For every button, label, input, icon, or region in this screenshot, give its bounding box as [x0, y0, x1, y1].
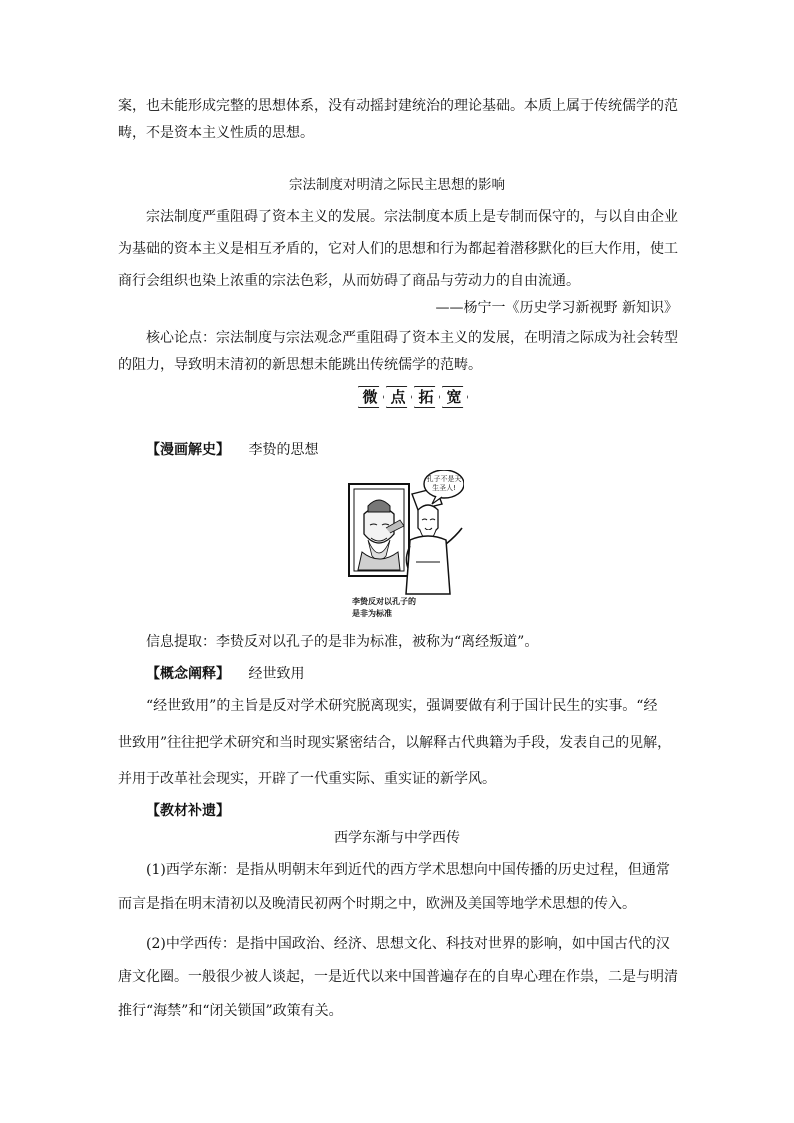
li-zhi-cartoon	[346, 470, 464, 620]
paragraph-line: 为基础的资本主义是相互矛盾的，它对人们的思想和行为都起着潜移默化的巨大作用，使工	[118, 241, 678, 257]
banner-cell: 微	[356, 385, 384, 407]
supplement-line: 而言是指在明末清初以及晚清民初两个时期之中，欧洲及美国等地学术思想的传入。	[118, 896, 636, 912]
comic-topic: 李贽的思想	[248, 442, 319, 458]
banner-cell: 点	[384, 385, 412, 407]
comic-heading-label: 【漫画解史】	[146, 442, 230, 458]
speech-text: 孔子不是天	[426, 475, 462, 483]
comic-caption: 李贽反对以孔子的	[352, 597, 416, 606]
banner-cell: 拓	[412, 385, 440, 407]
banner-cell: 宽	[440, 385, 468, 407]
supplement-line: (2)中学西传：是指中国政治、经济、思想文化、科技对世界的影响，如中国古代的汉	[146, 936, 670, 952]
supplement-line: (1)西学东渐：是指从明朝末年到近代的西方学术思想向中国传播的历史过程，但通常	[146, 862, 670, 878]
paragraph-line: 宗法制度严重阻碍了资本主义的发展。宗法制度本质上是专制而保守的，与以自由企业	[146, 209, 678, 225]
concept-heading	[146, 664, 304, 684]
source-citation: ——杨宁一《历史学习新视野 新知识》	[435, 300, 678, 316]
concept-topic: 经世致用	[248, 666, 305, 682]
concept-heading-label: 【概念阐释】	[146, 666, 230, 682]
supplement-line: 推行“海禁”和“闭关锁国”政策有关。	[118, 1003, 343, 1019]
section-title: 宗法制度对明清之际民主思想的影响	[289, 177, 505, 193]
comic-heading	[146, 440, 318, 460]
comic-info: 信息提取：李贽反对以孔子的是非为标准，被称为“离经叛道”。	[146, 634, 539, 650]
core-argument-line: 的阻力，导致明末清初的新思想未能跳出传统儒学的范畴。	[118, 357, 482, 373]
concept-line: 并用于改革社会现实，开辟了一代重实际、重实证的新学风。	[118, 771, 496, 787]
supplement-line: 唐文化圈。一般很少被人谈起，一是近代以来中国普遍存在的自卑心理在作祟，二是与明清	[118, 969, 678, 985]
concept-line: “经世致用”的主旨是反对学术研究脱离现实，强调要做有利于国计民生的实事。“经	[146, 698, 658, 714]
section-banner	[352, 384, 472, 408]
supplement-heading: 【教材补遗】	[146, 803, 230, 819]
paragraph-line: 商行会组织也染上浓重的宗法色彩，从而妨碍了商品与劳动力的自由流通。	[118, 273, 580, 289]
supplement-title: 西学东渐与中学西传	[334, 830, 460, 846]
core-argument-line: 核心论点：宗法制度与宗法观念严重阻碍了资本主义的发展，在明清之际成为社会转型	[146, 330, 678, 346]
paragraph-line: 畴，不是资本主义性质的思想。	[118, 125, 314, 141]
comic-caption: 是非为标准	[352, 609, 392, 618]
speech-text: 生圣人!	[432, 484, 456, 492]
paragraph-line: 案，也未能形成完整的思想体系，没有动摇封建统治的理论基础。本质上属于传统儒学的范	[118, 98, 678, 114]
concept-line: 世致用”往往把学术研究和当时现实紧密结合，以解释古代典籍为手段，发表自己的见解，	[118, 735, 672, 751]
